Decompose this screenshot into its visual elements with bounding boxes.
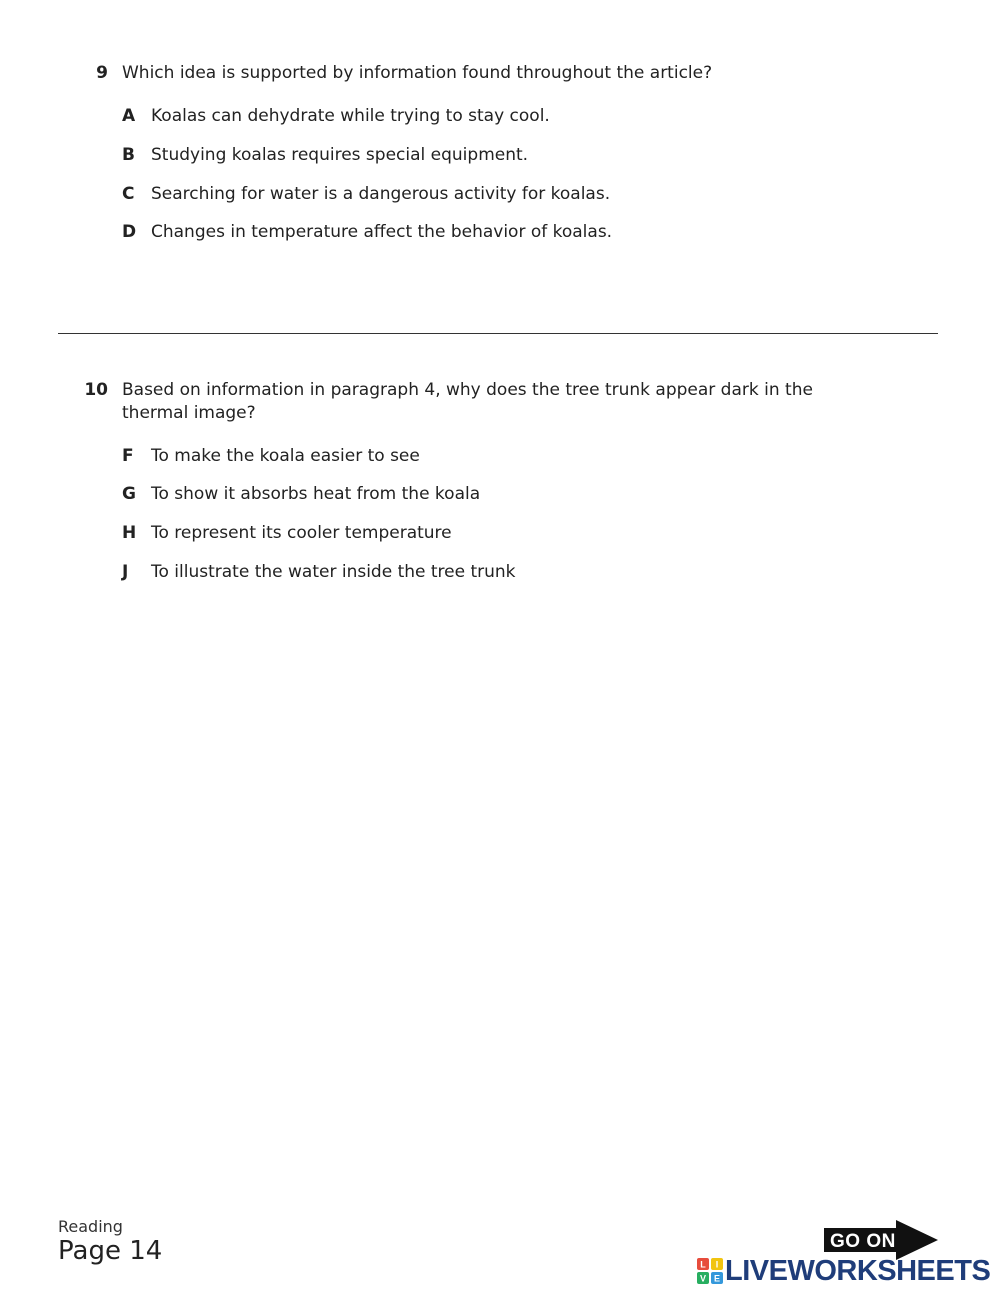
option-text: To represent its cooler temperature <box>151 523 452 543</box>
option-letter: D <box>122 222 137 242</box>
option-text: Koalas can dehydrate while trying to stay cool. <box>151 106 550 126</box>
option-letter: F <box>122 446 134 466</box>
svg-text:I: I <box>715 1259 719 1270</box>
option-letter: G <box>122 484 136 504</box>
option-text: Studying koalas requires special equipment. <box>151 145 529 165</box>
svg-text:V: V <box>699 1273 707 1284</box>
answer-option-c[interactable] <box>122 182 610 206</box>
option-text: Changes in temperature affect the behavior of koalas. <box>151 222 613 242</box>
option-text: Searching for water is a dangerous activity for koalas. <box>151 184 611 204</box>
liveworksheets-wordmark: LIVEWORKSHEETS <box>725 1255 991 1287</box>
svg-text:L: L <box>700 1259 706 1270</box>
answer-option-h[interactable] <box>122 521 452 545</box>
answer-option-j[interactable] <box>122 560 516 584</box>
footer-subject: Reading <box>58 1217 123 1236</box>
option-text: To illustrate the water inside the tree trunk <box>151 562 516 582</box>
option-text: To make the koala easier to see <box>151 446 420 466</box>
question-number: 9 <box>96 63 108 83</box>
question-stem: Which idea is supported by information found throughout the article? <box>122 63 713 83</box>
question-stem: Based on information in paragraph 4, why does the tree trunk appear dark in the thermal image? <box>122 380 813 423</box>
option-letter: B <box>122 145 135 165</box>
option-letter: J <box>122 562 129 582</box>
answer-option-d[interactable] <box>122 220 612 244</box>
answer-option-b[interactable] <box>122 143 528 167</box>
answer-option-a[interactable] <box>122 104 550 128</box>
answer-option-f[interactable] <box>122 444 420 468</box>
option-text: To show it absorbs heat from the koala <box>151 484 481 504</box>
liveworksheets-brand <box>697 1256 990 1286</box>
section-divider <box>58 333 938 334</box>
question-number: 10 <box>84 380 108 400</box>
go-on-label: GO ON <box>830 1231 896 1252</box>
svg-text:E: E <box>713 1273 721 1284</box>
liveworksheets-logo-icon <box>697 1258 723 1284</box>
answer-option-g[interactable] <box>122 482 480 506</box>
go-on-arrow[interactable] <box>824 1220 940 1260</box>
page-number: Page 14 <box>58 1236 163 1266</box>
option-letter: H <box>122 523 137 543</box>
option-letter: C <box>122 184 135 204</box>
option-letter: A <box>122 106 136 126</box>
